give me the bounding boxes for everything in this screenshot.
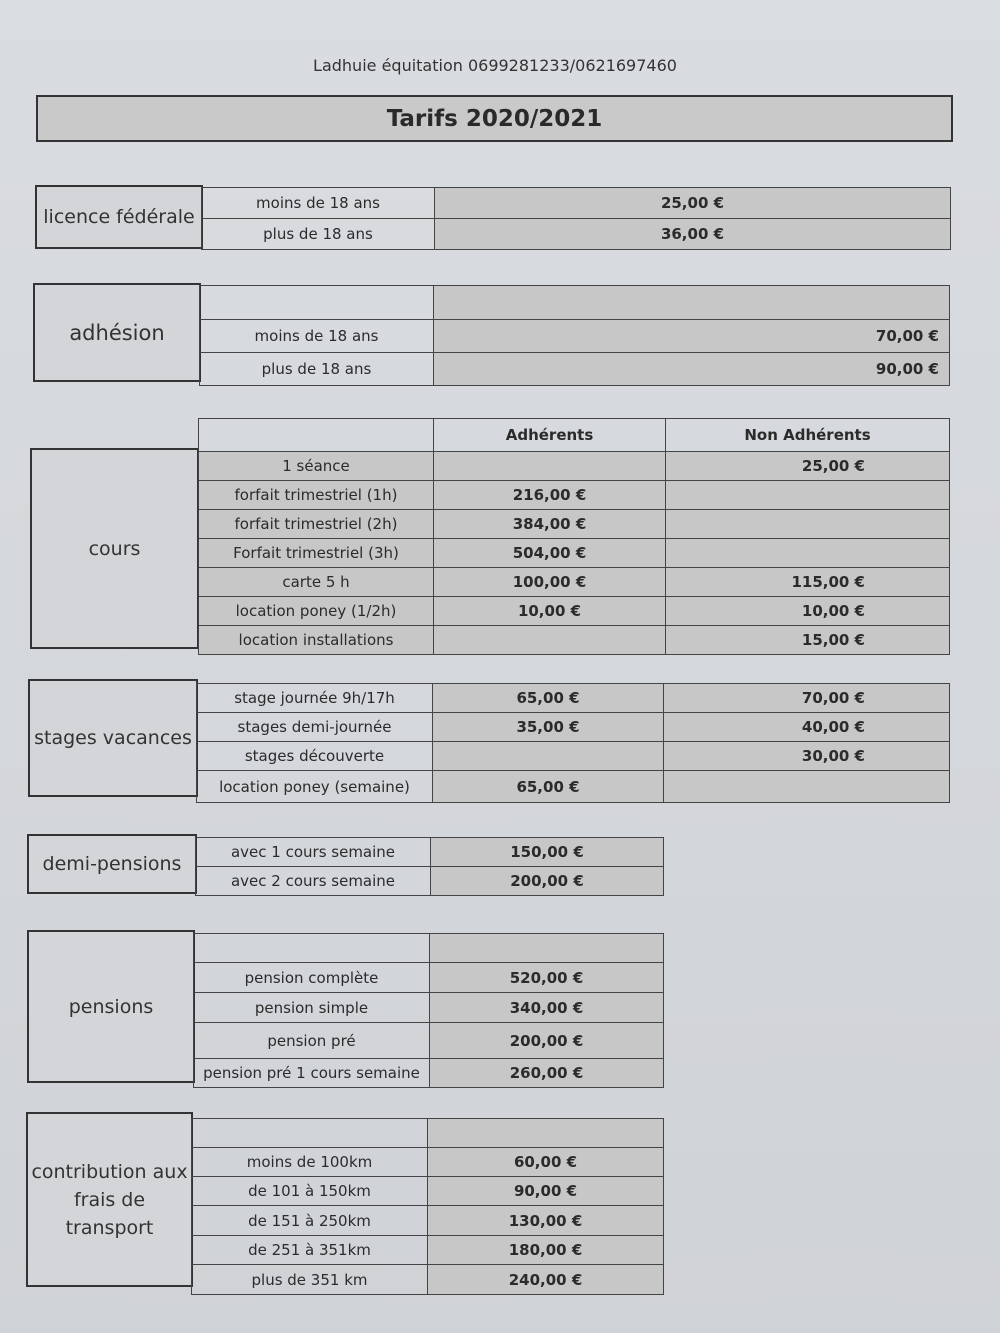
table-row xyxy=(194,963,664,993)
row-desc: stage journée 9h/17h xyxy=(197,684,433,713)
pensions-label: pensions xyxy=(27,930,195,1083)
table-row xyxy=(202,188,951,219)
row-adherents: 35,00 € xyxy=(433,713,664,742)
table-row xyxy=(199,539,950,568)
table-row xyxy=(192,1265,664,1295)
row-desc: location poney (semaine) xyxy=(197,771,433,803)
row-non-adherents xyxy=(666,539,950,568)
table-row xyxy=(192,1119,664,1148)
adhesion-table xyxy=(199,285,950,386)
row-desc: carte 5 h xyxy=(199,568,434,597)
row-non-adherents: 70,00 € xyxy=(664,684,950,713)
row-desc: stages découverte xyxy=(197,742,433,771)
row-desc: pension simple xyxy=(194,993,430,1023)
table-row xyxy=(202,219,951,250)
row-price: 200,00 € xyxy=(431,867,664,896)
table-row xyxy=(197,713,950,742)
table-row xyxy=(199,452,950,481)
row-price: 60,00 € xyxy=(428,1148,664,1177)
row-adherents xyxy=(434,452,666,481)
row-price: 25,00 € xyxy=(435,188,951,219)
row-non-adherents xyxy=(664,771,950,803)
row-non-adherents xyxy=(666,481,950,510)
row-non-adherents: 115,00 € xyxy=(666,568,950,597)
row-desc: forfait trimestriel (1h) xyxy=(199,481,434,510)
table-header-row xyxy=(199,419,950,452)
row-price: 180,00 € xyxy=(428,1236,664,1265)
row-desc: pension complète xyxy=(194,963,430,993)
row-adherents: 65,00 € xyxy=(433,771,664,803)
row-adherents: 10,00 € xyxy=(434,597,666,626)
row-non-adherents: 25,00 € xyxy=(666,452,950,481)
row-desc: de 101 à 150km xyxy=(192,1177,428,1206)
table-row xyxy=(197,684,950,713)
table-row xyxy=(199,510,950,539)
table-row xyxy=(199,597,950,626)
row-desc: moins de 18 ans xyxy=(200,320,434,353)
demi-pensions-table xyxy=(195,837,664,896)
header-contact: Ladhuie équitation 0699281233/0621697460 xyxy=(313,56,677,75)
licence-table xyxy=(201,187,951,250)
table-row xyxy=(192,1236,664,1265)
row-non-adherents: 10,00 € xyxy=(666,597,950,626)
table-row xyxy=(197,771,950,803)
row-non-adherents: 15,00 € xyxy=(666,626,950,655)
transport-label xyxy=(26,1112,193,1287)
row-desc: avec 2 cours semaine xyxy=(196,867,431,896)
row-adherents: 100,00 € xyxy=(434,568,666,597)
row-non-adherents xyxy=(666,510,950,539)
row-price: 520,00 € xyxy=(430,963,664,993)
row-price: 150,00 € xyxy=(431,838,664,867)
row-desc: plus de 18 ans xyxy=(202,219,435,250)
row-desc: avec 1 cours semaine xyxy=(196,838,431,867)
row-desc: pension pré xyxy=(194,1023,430,1059)
row-price: 36,00 € xyxy=(435,219,951,250)
row-price: 130,00 € xyxy=(428,1206,664,1236)
table-row xyxy=(194,1059,664,1088)
table-row xyxy=(194,1023,664,1059)
row-adherents: 216,00 € xyxy=(434,481,666,510)
row-desc: moins de 100km xyxy=(192,1148,428,1177)
row-desc: location installations xyxy=(199,626,434,655)
row-price: 240,00 € xyxy=(428,1265,664,1295)
page-title: Tarifs 2020/2021 xyxy=(36,95,953,142)
row-non-adherents: 30,00 € xyxy=(664,742,950,771)
row-adherents: 384,00 € xyxy=(434,510,666,539)
table-row xyxy=(194,993,664,1023)
pensions-table xyxy=(193,933,664,1088)
row-desc: plus de 18 ans xyxy=(200,353,434,386)
row-desc: moins de 18 ans xyxy=(202,188,435,219)
header-adherents: Adhérents xyxy=(434,419,666,452)
licence-label: licence fédérale xyxy=(35,185,203,249)
table-row xyxy=(192,1206,664,1236)
table-row xyxy=(192,1148,664,1177)
adhesion-label: adhésion xyxy=(33,283,201,382)
demi-pensions-label: demi-pensions xyxy=(27,834,197,894)
table-row xyxy=(200,286,950,320)
row-price: 90,00 € xyxy=(434,353,950,386)
row-adherents xyxy=(433,742,664,771)
row-adherents: 504,00 € xyxy=(434,539,666,568)
table-row xyxy=(197,742,950,771)
table-row xyxy=(196,867,664,896)
row-non-adherents: 40,00 € xyxy=(664,713,950,742)
cours-table xyxy=(198,418,950,655)
row-adherents xyxy=(434,626,666,655)
table-row xyxy=(199,568,950,597)
cours-label: cours xyxy=(30,448,199,649)
row-desc: Forfait trimestriel (3h) xyxy=(199,539,434,568)
table-row xyxy=(200,353,950,386)
table-row xyxy=(199,626,950,655)
row-desc: de 151 à 250km xyxy=(192,1206,428,1236)
transport-table xyxy=(191,1118,664,1295)
table-row xyxy=(199,481,950,510)
table-row xyxy=(200,320,950,353)
row-price: 90,00 € xyxy=(428,1177,664,1206)
row-adherents: 65,00 € xyxy=(433,684,664,713)
row-desc: location poney (1/2h) xyxy=(199,597,434,626)
row-price: 200,00 € xyxy=(430,1023,664,1059)
row-price: 260,00 € xyxy=(430,1059,664,1088)
row-desc: de 251 à 351km xyxy=(192,1236,428,1265)
row-desc: 1 séance xyxy=(199,452,434,481)
table-row xyxy=(194,934,664,963)
header-non-adherents: Non Adhérents xyxy=(666,419,950,452)
row-price: 340,00 € xyxy=(430,993,664,1023)
stages-table xyxy=(196,683,950,803)
row-price: 70,00 € xyxy=(434,320,950,353)
transport-label-line1: contribution aux xyxy=(31,1160,188,1183)
row-desc: forfait trimestriel (2h) xyxy=(199,510,434,539)
row-desc: stages demi-journée xyxy=(197,713,433,742)
table-row xyxy=(196,838,664,867)
row-desc: pension pré 1 cours semaine xyxy=(194,1059,430,1088)
stages-label: stages vacances xyxy=(28,679,198,797)
transport-label-line2: frais de transport xyxy=(65,1188,154,1239)
table-row xyxy=(192,1177,664,1206)
row-desc: plus de 351 km xyxy=(192,1265,428,1295)
